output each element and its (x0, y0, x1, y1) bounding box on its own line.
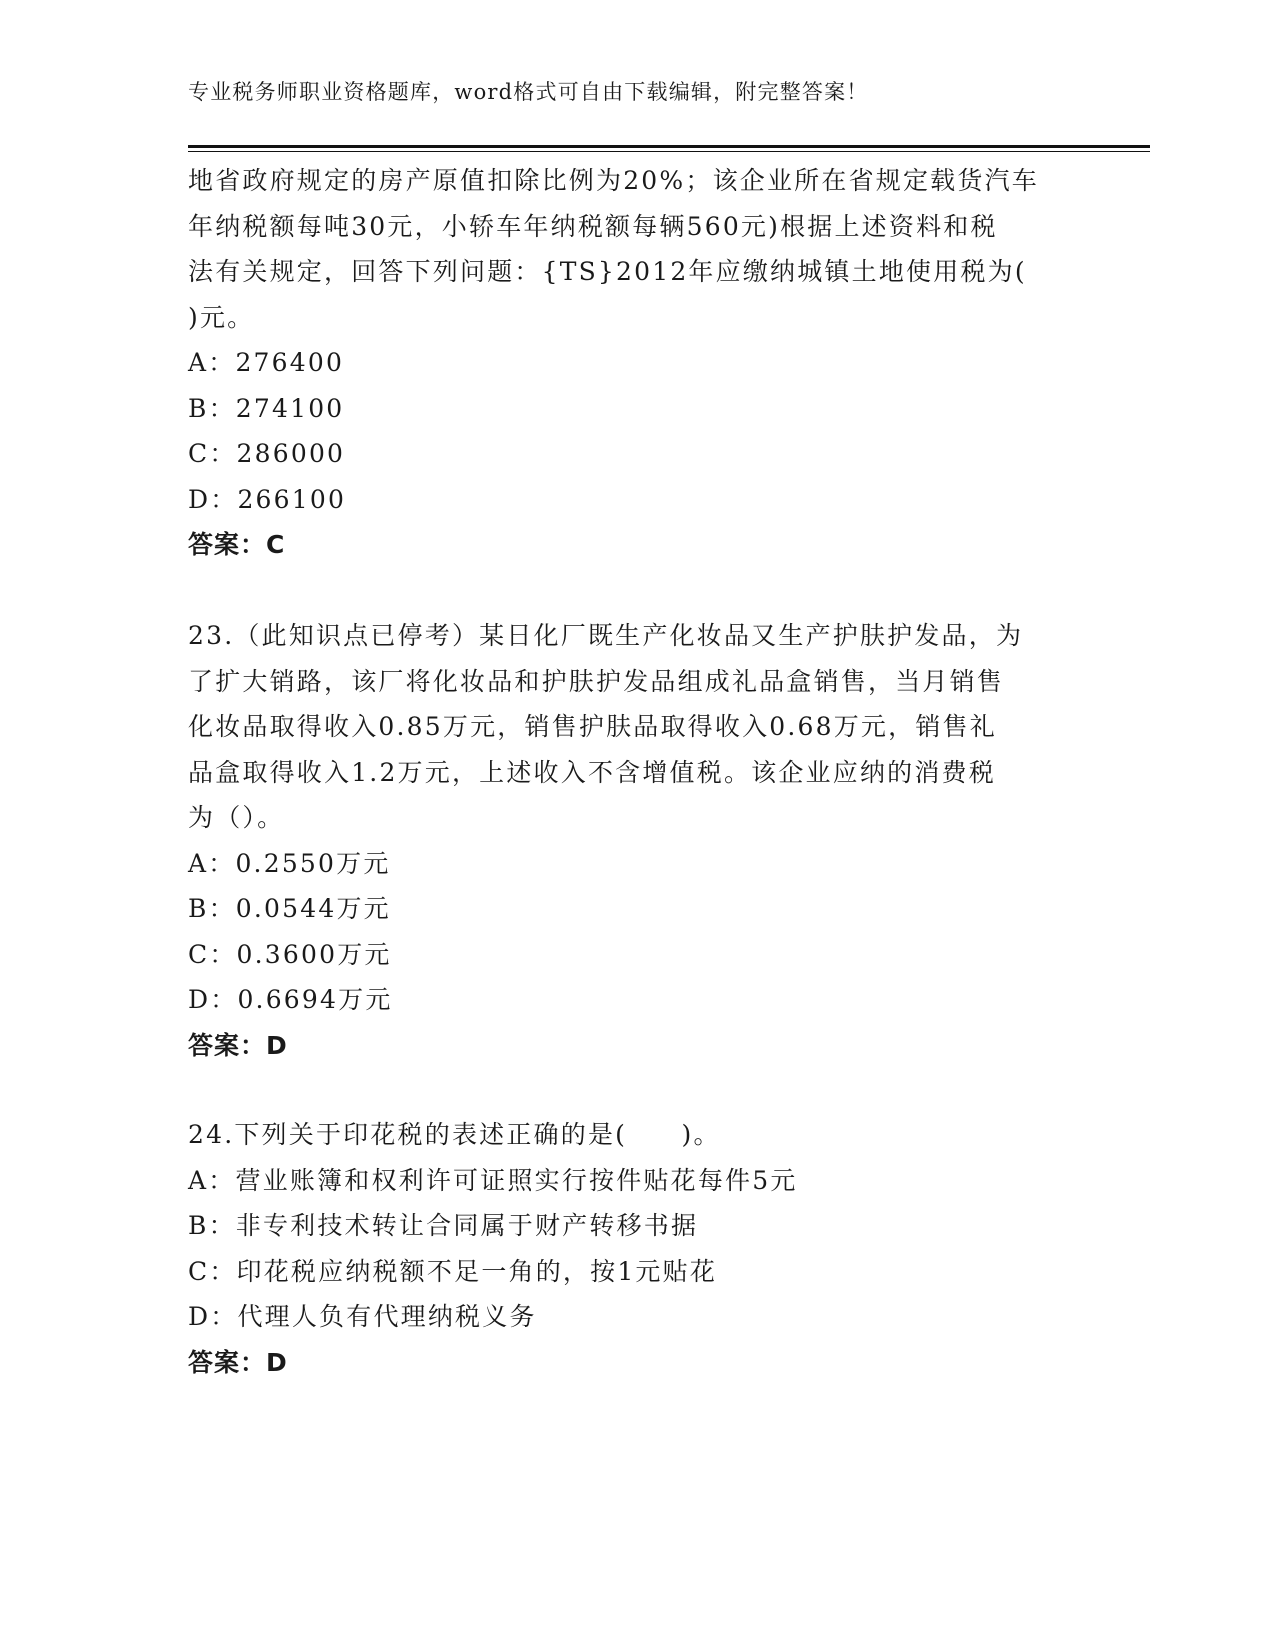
option-b: B：274100 (188, 393, 345, 423)
question-stem-line: 24.下列关于印花税的表述正确的是( )。 (188, 1120, 721, 1149)
header-rule-thick (188, 145, 1150, 148)
question-24 (188, 1112, 1088, 1385)
question-stem-line: 品盒取得收入1.2万元，上述收入不含增值税。该企业应纳的消费税 (188, 757, 996, 787)
document-body (188, 158, 1088, 1385)
question-stem-line: 23.（此知识点已停考）某日化厂既生产化妆品又生产护肤护发品，为 (188, 621, 1024, 650)
question-stem-line: 为（）。 (188, 803, 285, 832)
option-b: B：非专利技术转让合同属于财产转移书据 (188, 1211, 699, 1240)
answer-label: 答案：D (188, 1347, 288, 1377)
answer-label: 答案：D (188, 1030, 288, 1060)
question-stem-line: )元。 (188, 302, 255, 332)
option-c: C：印花税应纳税额不足一角的，按1元贴花 (188, 1256, 718, 1286)
question-23 (188, 613, 1088, 1068)
option-a: A：营业账簿和权利许可证照实行按件贴花每件5元 (188, 1165, 798, 1195)
option-d: D：266100 (188, 484, 347, 514)
spacer (188, 1068, 1088, 1112)
option-b: B：0.0544万元 (188, 894, 391, 923)
option-c: C：286000 (188, 439, 346, 468)
option-d: D：0.6694万元 (188, 985, 393, 1014)
answer-label: 答案：C (188, 530, 286, 559)
option-a: A：276400 (188, 348, 345, 377)
question-stem-line: 了扩大销路，该厂将化妆品和护肤护发品组成礼品盒销售，当月销售 (188, 666, 1005, 696)
header-rule-thin (188, 151, 1150, 152)
question-stem-line: 法有关规定，回答下列问题：{TS}2012年应缴纳城镇土地使用税为( (188, 257, 1027, 286)
question-stem-line: 年纳税额每吨30元，小轿车年纳税额每辆560元)根据上述资料和税 (188, 211, 998, 241)
question-22 (188, 158, 1088, 568)
question-stem-line: 化妆品取得收入0.85万元，销售护肤品取得收入0.68万元，销售礼 (188, 712, 997, 741)
page-header: 专业税务师职业资格题库，word格式可自由下载编辑，附完整答案！ (188, 80, 869, 104)
option-c: C：0.3600万元 (188, 939, 392, 969)
spacer (188, 568, 1088, 614)
question-stem-line: 地省政府规定的房产原值扣除比例为20%；该企业所在省规定载货汽车 (188, 166, 1039, 195)
option-a: A：0.2550万元 (188, 848, 391, 878)
option-d: D：代理人负有代理纳税义务 (188, 1302, 537, 1331)
